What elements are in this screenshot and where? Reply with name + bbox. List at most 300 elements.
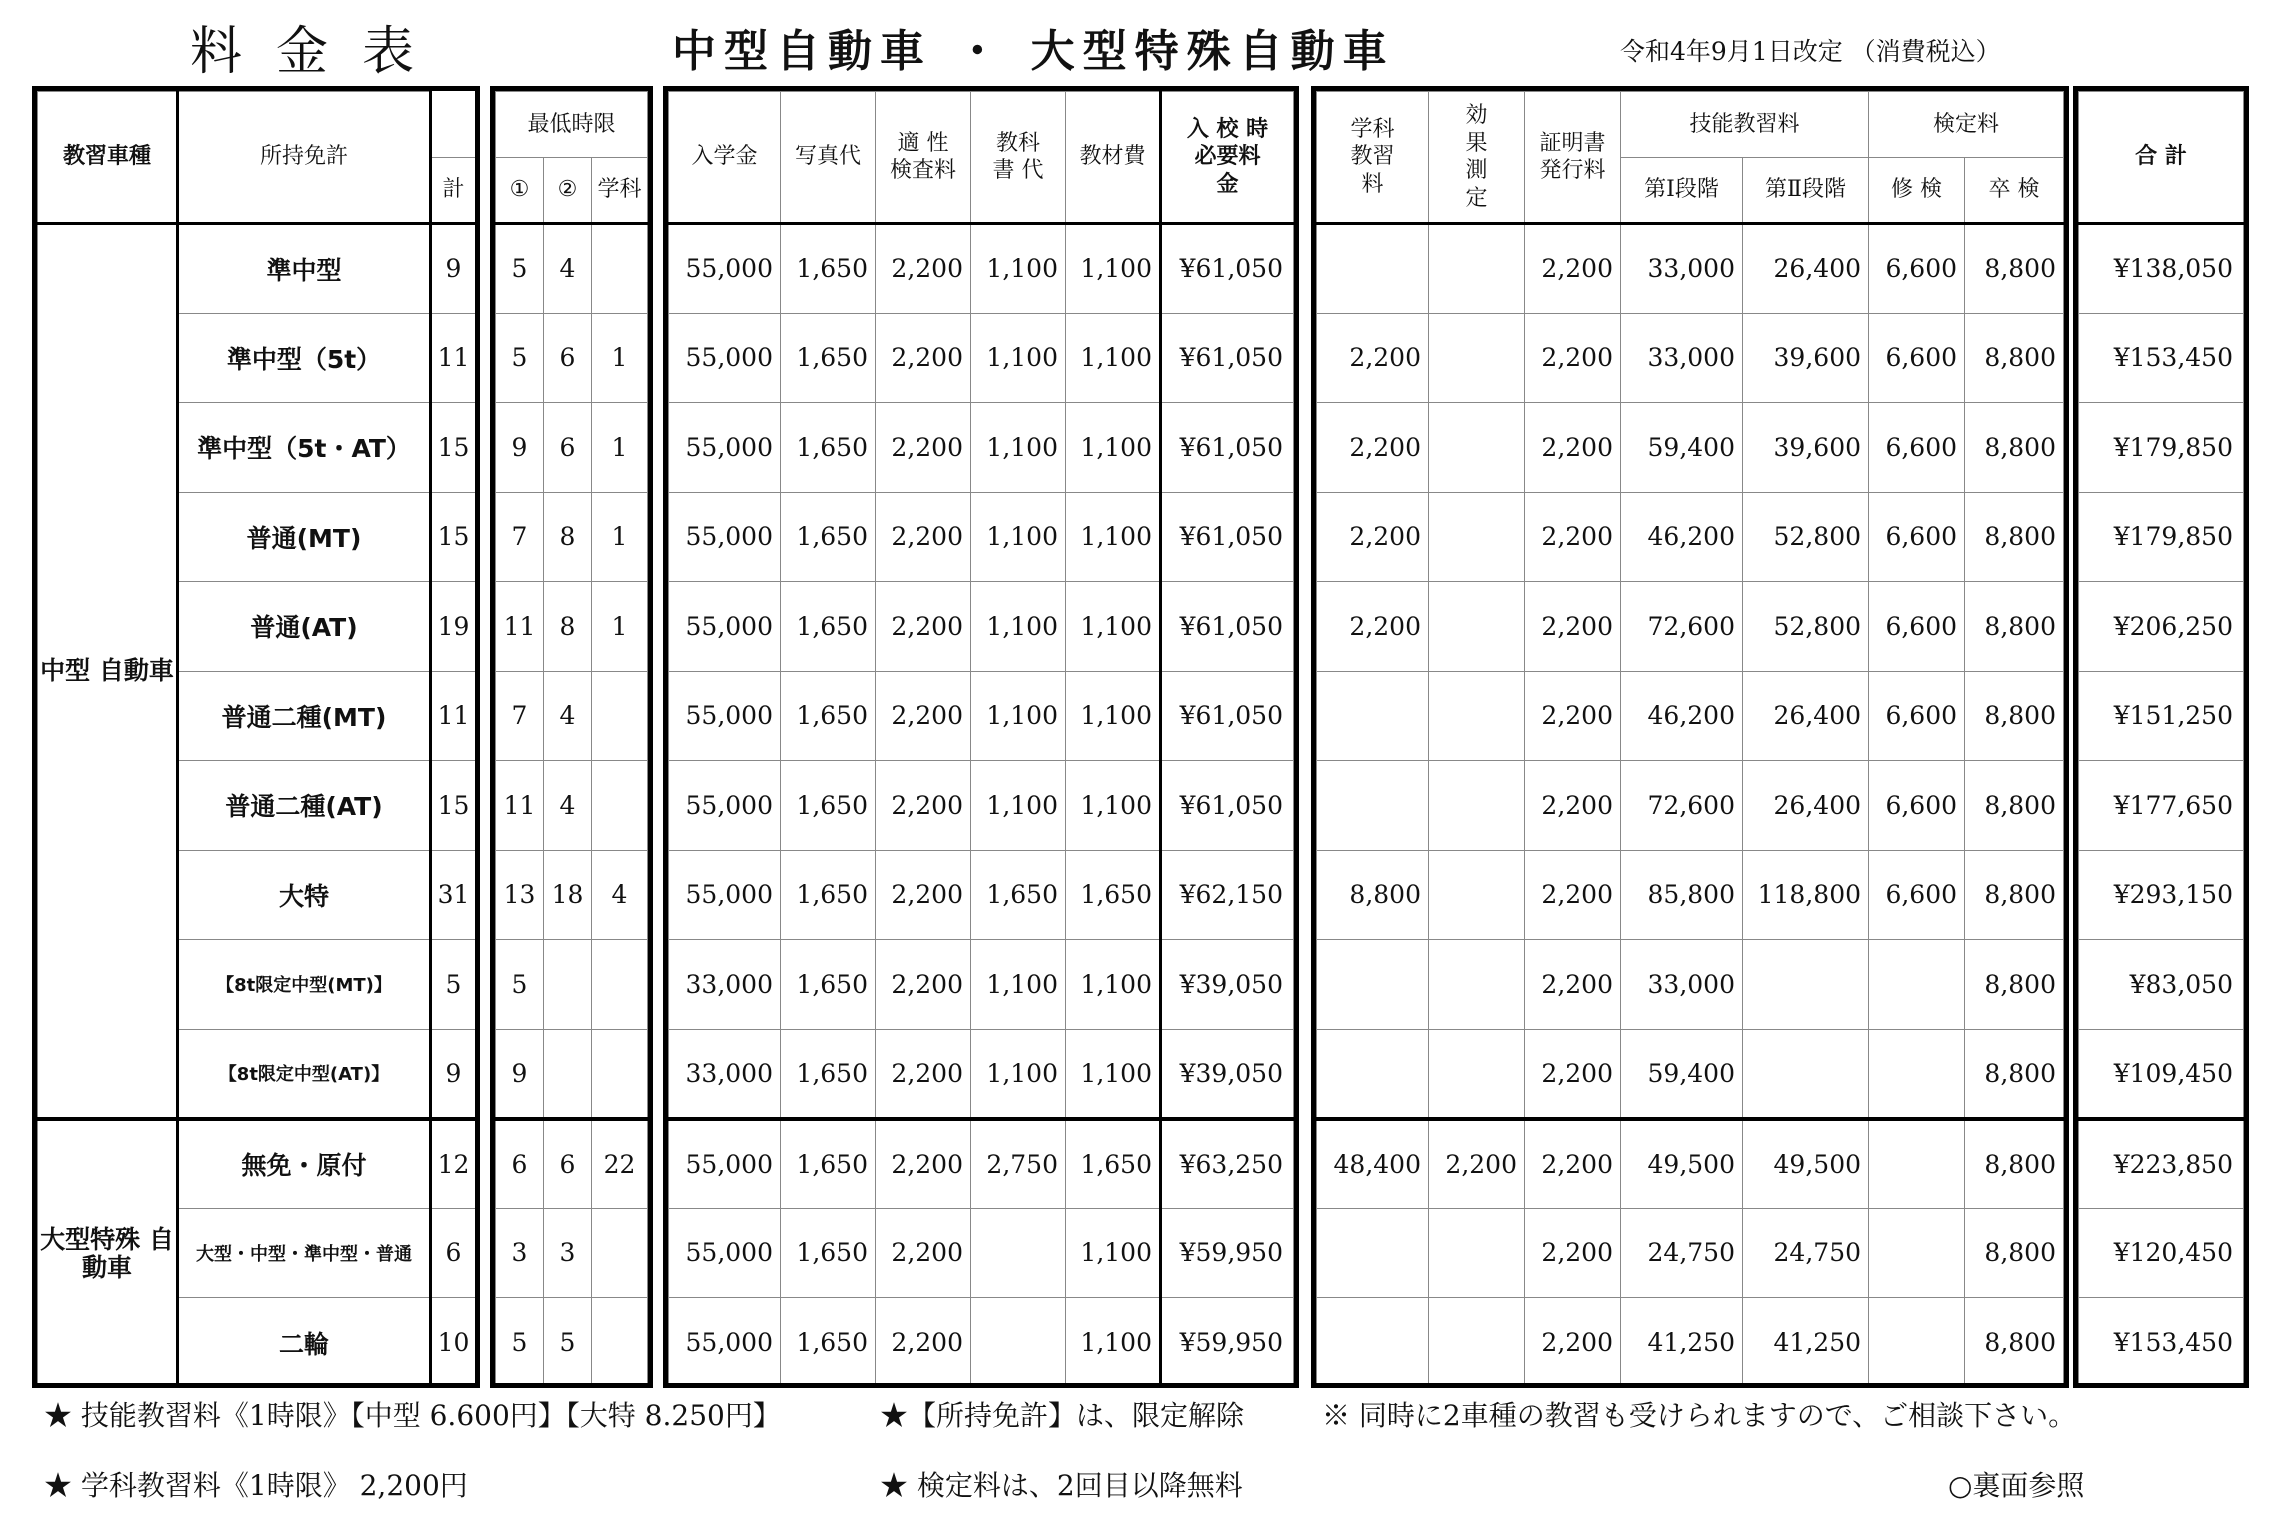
- materials-cell: 1,650: [1066, 1119, 1161, 1209]
- effect-test-cell: [1429, 1029, 1525, 1119]
- entry-fee-cell: ¥61,050: [1161, 224, 1294, 314]
- license-table: [37, 91, 476, 1387]
- table-row: [669, 850, 1294, 940]
- table-row: [496, 1029, 648, 1119]
- aptitude-cell: 2,200: [876, 492, 971, 582]
- materials-cell: 1,100: [1066, 940, 1161, 1030]
- entry-fee-cell: ¥63,250: [1161, 1119, 1294, 1209]
- photo-cell: 1,650: [781, 1119, 876, 1209]
- exam-sotsuken-cell: 8,800: [1965, 1208, 2064, 1298]
- grand-total-cell: ¥179,850: [2079, 403, 2244, 493]
- stage1-cell: 9: [496, 1029, 544, 1119]
- stage1-cell: 11: [496, 582, 544, 672]
- admission-cell: 55,000: [669, 1119, 781, 1209]
- grand-total-cell: ¥109,450: [2079, 1029, 2244, 1119]
- col-stage1: ①: [496, 158, 544, 224]
- skill-stage2-cell: 26,400: [1743, 761, 1869, 851]
- total-table: [2078, 91, 2244, 1387]
- table-row: [38, 1119, 476, 1209]
- stage1-cell: 7: [496, 671, 544, 761]
- license-cell: 大特: [178, 850, 431, 940]
- note-skill-fee: ★ 技能教習料《1時限》【中型 6.600円】【大特 8.250円】: [44, 1399, 781, 1432]
- aptitude-cell: 2,200: [876, 582, 971, 672]
- stage1-cell: 5: [496, 313, 544, 403]
- skill-stage2-cell: 52,800: [1743, 492, 1869, 582]
- table-row: [2079, 403, 2244, 493]
- skill-stage1-cell: 59,400: [1621, 403, 1743, 493]
- license-cell: 準中型（5t）: [178, 313, 431, 403]
- table-row: [496, 761, 648, 851]
- exam-shuken-cell: 6,600: [1869, 671, 1965, 761]
- certificate-cell: 2,200: [1525, 1298, 1621, 1388]
- certificate-cell: 2,200: [1525, 403, 1621, 493]
- exam-sotsuken-cell: 8,800: [1965, 1119, 2064, 1209]
- col-total: 合 計: [2079, 92, 2244, 224]
- textbook-cell: [971, 1208, 1066, 1298]
- table-row: [2079, 1298, 2244, 1388]
- entry-fee-cell: ¥59,950: [1161, 1298, 1294, 1388]
- entry-fee-cell: ¥61,050: [1161, 403, 1294, 493]
- table-row: [1317, 492, 2064, 582]
- materials-cell: 1,100: [1066, 761, 1161, 851]
- col-skill-stage2: 第Ⅱ段階: [1743, 158, 1869, 224]
- aptitude-cell: 2,200: [876, 850, 971, 940]
- table-row: [2079, 1029, 2244, 1119]
- table-row: [496, 313, 648, 403]
- skill-stage1-cell: 24,750: [1621, 1208, 1743, 1298]
- col-photo: 写真代: [781, 92, 876, 224]
- materials-cell: 1,100: [1066, 1029, 1161, 1119]
- admission-cell: 55,000: [669, 313, 781, 403]
- materials-cell: 1,100: [1066, 403, 1161, 493]
- certificate-cell: 2,200: [1525, 1119, 1621, 1209]
- textbook-cell: 1,100: [971, 403, 1066, 493]
- stage2-cell: 8: [544, 582, 592, 672]
- exam-shuken-cell: 6,600: [1869, 224, 1965, 314]
- materials-cell: 1,100: [1066, 492, 1161, 582]
- table-row: [2079, 671, 2244, 761]
- academic-periods-cell: [592, 761, 648, 851]
- certificate-cell: 2,200: [1525, 582, 1621, 672]
- academic-fee-cell: 2,200: [1317, 403, 1429, 493]
- academic-periods-cell: [592, 940, 648, 1030]
- academic-periods-cell: [592, 671, 648, 761]
- table-row: [2079, 940, 2244, 1030]
- license-cell: 大型・中型・準中型・普通: [178, 1208, 431, 1298]
- total-block: [2073, 86, 2249, 1388]
- skill-stage1-cell: 49,500: [1621, 1119, 1743, 1209]
- table-row: [2079, 313, 2244, 403]
- total-periods-cell: 19: [431, 582, 476, 672]
- exam-sotsuken-cell: 8,800: [1965, 1029, 2064, 1119]
- car-type-cell: 大型特殊 自動車: [38, 1119, 178, 1388]
- total-periods-cell: 6: [431, 1208, 476, 1298]
- skill-stage1-cell: 59,400: [1621, 1029, 1743, 1119]
- skill-stage1-cell: 85,800: [1621, 850, 1743, 940]
- total-periods-cell: 15: [431, 403, 476, 493]
- academic-periods-cell: 22: [592, 1119, 648, 1209]
- license-cell: 普通(MT): [178, 492, 431, 582]
- admission-cell: 55,000: [669, 1208, 781, 1298]
- aptitude-cell: 2,200: [876, 403, 971, 493]
- admission-cell: 55,000: [669, 850, 781, 940]
- exam-shuken-cell: [1869, 1208, 1965, 1298]
- grand-total-cell: ¥223,850: [2079, 1119, 2244, 1209]
- table-row: [496, 1208, 648, 1298]
- col-stage2: ②: [544, 158, 592, 224]
- textbook-cell: 1,100: [971, 671, 1066, 761]
- col-skill-stage1: 第Ⅰ段階: [1621, 158, 1743, 224]
- table-row: [1317, 1298, 2064, 1388]
- col-academic-fee: 学科 教習料: [1317, 92, 1429, 224]
- stage1-cell: 5: [496, 224, 544, 314]
- course-fee-table: [1316, 91, 2064, 1387]
- table-row: [669, 224, 1294, 314]
- skill-stage2-cell: [1743, 940, 1869, 1030]
- admission-cell: 55,000: [669, 1298, 781, 1388]
- admission-cell: 33,000: [669, 940, 781, 1030]
- effect-test-cell: [1429, 403, 1525, 493]
- total-periods-cell: 15: [431, 761, 476, 851]
- note-see-back: ○裏面参照: [1948, 1469, 2085, 1502]
- total-periods-cell: 11: [431, 313, 476, 403]
- grand-total-cell: ¥120,450: [2079, 1208, 2244, 1298]
- admission-cell: 55,000: [669, 492, 781, 582]
- photo-cell: 1,650: [781, 671, 876, 761]
- table-row: [669, 940, 1294, 1030]
- skill-stage1-cell: 41,250: [1621, 1298, 1743, 1388]
- skill-stage1-cell: 33,000: [1621, 224, 1743, 314]
- skill-stage2-cell: [1743, 1029, 1869, 1119]
- table-row: [496, 403, 648, 493]
- total-periods-cell: 11: [431, 671, 476, 761]
- aptitude-cell: 2,200: [876, 313, 971, 403]
- exam-shuken-cell: [1869, 1298, 1965, 1388]
- effect-test-cell: 2,200: [1429, 1119, 1525, 1209]
- table-row: [1317, 582, 2064, 672]
- effect-test-cell: [1429, 940, 1525, 1030]
- entry-fee-cell: ¥39,050: [1161, 1029, 1294, 1119]
- academic-periods-cell: 1: [592, 492, 648, 582]
- textbook-cell: [971, 1298, 1066, 1388]
- certificate-cell: 2,200: [1525, 671, 1621, 761]
- col-effect-test: 効果 測定: [1429, 92, 1525, 224]
- total-periods-cell: 5: [431, 940, 476, 1030]
- note-exam-fee: ★ 検定料は、2回目以降無料: [880, 1469, 1243, 1502]
- academic-fee-cell: 8,800: [1317, 850, 1429, 940]
- license-cell: 二輪: [178, 1298, 431, 1388]
- academic-fee-cell: [1317, 1029, 1429, 1119]
- license-cell: 普通二種(AT): [178, 761, 431, 851]
- textbook-cell: 1,100: [971, 1029, 1066, 1119]
- skill-stage1-cell: 72,600: [1621, 761, 1743, 851]
- photo-cell: 1,650: [781, 1298, 876, 1388]
- skill-stage2-cell: 26,400: [1743, 224, 1869, 314]
- col-academic: 学科: [592, 158, 648, 224]
- grand-total-cell: ¥153,450: [2079, 313, 2244, 403]
- col-skill-fee: 技能教習料: [1621, 92, 1869, 158]
- aptitude-cell: 2,200: [876, 224, 971, 314]
- exam-shuken-cell: 6,600: [1869, 850, 1965, 940]
- stage2-cell: [544, 940, 592, 1030]
- total-periods-cell: 9: [431, 1029, 476, 1119]
- note-license: ★【所持免許】は、限定解除: [880, 1399, 1245, 1432]
- table-row: [669, 582, 1294, 672]
- academic-periods-cell: 1: [592, 582, 648, 672]
- exam-sotsuken-cell: 8,800: [1965, 940, 2064, 1030]
- textbook-cell: 1,650: [971, 850, 1066, 940]
- entry-fee-table: [668, 91, 1294, 1387]
- skill-stage1-cell: 72,600: [1621, 582, 1743, 672]
- table-row: [2079, 492, 2244, 582]
- table-row: [2079, 582, 2244, 672]
- table-row: [2079, 1119, 2244, 1209]
- effect-test-cell: [1429, 1208, 1525, 1298]
- license-cell: 普通二種(MT): [178, 671, 431, 761]
- table-row: [496, 1119, 648, 1209]
- stage1-cell: 11: [496, 761, 544, 851]
- grand-total-cell: ¥177,650: [2079, 761, 2244, 851]
- stage2-cell: 4: [544, 224, 592, 314]
- grand-total-cell: ¥151,250: [2079, 671, 2244, 761]
- certificate-cell: 2,200: [1525, 1029, 1621, 1119]
- aptitude-cell: 2,200: [876, 1208, 971, 1298]
- stage2-cell: 4: [544, 671, 592, 761]
- col-car-type: 教習車種: [38, 92, 178, 224]
- col-certificate: 証明書 発行料: [1525, 92, 1621, 224]
- grand-total-cell: ¥293,150: [2079, 850, 2244, 940]
- table-row: [1317, 1119, 2064, 1209]
- stage1-cell: 3: [496, 1208, 544, 1298]
- license-cell: 【8t限定中型(MT)】: [178, 940, 431, 1030]
- table-row: [38, 224, 476, 314]
- grand-total-cell: ¥83,050: [2079, 940, 2244, 1030]
- table-row: [669, 403, 1294, 493]
- license-block: [32, 86, 480, 1388]
- blank-cell: [431, 92, 476, 158]
- page-title: 料金表: [190, 22, 449, 82]
- effect-test-cell: [1429, 313, 1525, 403]
- photo-cell: 1,650: [781, 582, 876, 672]
- stage2-cell: 6: [544, 1119, 592, 1209]
- academic-fee-cell: [1317, 1208, 1429, 1298]
- academic-periods-cell: 4: [592, 850, 648, 940]
- stage2-cell: 5: [544, 1298, 592, 1388]
- photo-cell: 1,650: [781, 940, 876, 1030]
- total-periods-cell: 31: [431, 850, 476, 940]
- skill-stage1-cell: 33,000: [1621, 313, 1743, 403]
- exam-sotsuken-cell: 8,800: [1965, 671, 2064, 761]
- table-row: [496, 1298, 648, 1388]
- skill-stage2-cell: 41,250: [1743, 1298, 1869, 1388]
- table-row: [496, 492, 648, 582]
- exam-shuken-cell: 6,600: [1869, 761, 1965, 851]
- grand-total-cell: ¥206,250: [2079, 582, 2244, 672]
- photo-cell: 1,650: [781, 492, 876, 582]
- col-aptitude: 適 性 検査料: [876, 92, 971, 224]
- table-row: [496, 671, 648, 761]
- table-row: [669, 1298, 1294, 1388]
- total-periods-cell: 9: [431, 224, 476, 314]
- academic-fee-cell: [1317, 940, 1429, 1030]
- photo-cell: 1,650: [781, 761, 876, 851]
- grand-total-cell: ¥138,050: [2079, 224, 2244, 314]
- skill-stage1-cell: 46,200: [1621, 492, 1743, 582]
- materials-cell: 1,100: [1066, 582, 1161, 672]
- textbook-cell: 1,100: [971, 940, 1066, 1030]
- col-textbook: 教科書 代: [971, 92, 1066, 224]
- exam-shuken-cell: 6,600: [1869, 492, 1965, 582]
- admission-cell: 55,000: [669, 582, 781, 672]
- table-row: [669, 1119, 1294, 1209]
- certificate-cell: 2,200: [1525, 850, 1621, 940]
- materials-cell: 1,650: [1066, 850, 1161, 940]
- certificate-cell: 2,200: [1525, 492, 1621, 582]
- effect-test-cell: [1429, 582, 1525, 672]
- exam-shuken-cell: [1869, 1029, 1965, 1119]
- table-row: [496, 582, 648, 672]
- table-row: [1317, 761, 2064, 851]
- table-row: [669, 1029, 1294, 1119]
- col-exam-fee: 検定料: [1869, 92, 2064, 158]
- entry-fee-cell: ¥61,050: [1161, 761, 1294, 851]
- table-row: [669, 313, 1294, 403]
- table-row: [1317, 850, 2064, 940]
- total-periods-cell: 10: [431, 1298, 476, 1388]
- page-subtitle: 中型自動車 ・ 大型特殊自動車: [672, 26, 1395, 77]
- academic-periods-cell: 1: [592, 403, 648, 493]
- col-entry-fee: 入 校 時 必要料金: [1161, 92, 1294, 224]
- exam-sotsuken-cell: 8,800: [1965, 1298, 2064, 1388]
- exam-shuken-cell: [1869, 940, 1965, 1030]
- academic-fee-cell: [1317, 671, 1429, 761]
- textbook-cell: 1,100: [971, 492, 1066, 582]
- skill-stage2-cell: 39,600: [1743, 403, 1869, 493]
- stage2-cell: 8: [544, 492, 592, 582]
- academic-periods-cell: 1: [592, 313, 648, 403]
- note-academic-fee: ★ 学科教習料《1時限》 2,200円: [44, 1469, 468, 1502]
- table-row: [1317, 671, 2064, 761]
- academic-fee-cell: [1317, 224, 1429, 314]
- academic-fee-cell: 2,200: [1317, 492, 1429, 582]
- license-cell: 準中型: [178, 224, 431, 314]
- exam-shuken-cell: 6,600: [1869, 403, 1965, 493]
- exam-sotsuken-cell: 8,800: [1965, 850, 2064, 940]
- entry-fee-cell: ¥62,150: [1161, 850, 1294, 940]
- car-type-cell: 中型 自動車: [38, 224, 178, 1119]
- effect-test-cell: [1429, 1298, 1525, 1388]
- certificate-cell: 2,200: [1525, 313, 1621, 403]
- table-row: [1317, 224, 2064, 314]
- entry-fee-cell: ¥61,050: [1161, 492, 1294, 582]
- table-row: [1317, 313, 2064, 403]
- academic-fee-cell: [1317, 1298, 1429, 1388]
- stage2-cell: [544, 1029, 592, 1119]
- skill-stage2-cell: 52,800: [1743, 582, 1869, 672]
- exam-sotsuken-cell: 8,800: [1965, 761, 2064, 851]
- min-periods-table: [495, 91, 648, 1387]
- min-periods-block: [490, 86, 653, 1388]
- certificate-cell: 2,200: [1525, 940, 1621, 1030]
- entry-fee-cell: ¥61,050: [1161, 671, 1294, 761]
- table-row: [669, 1208, 1294, 1298]
- admission-cell: 55,000: [669, 671, 781, 761]
- admission-cell: 55,000: [669, 224, 781, 314]
- note-two-types: ※ 同時に2車種の教習も受けられますので、ご相談下さい。: [1322, 1399, 2077, 1432]
- academic-fee-cell: 2,200: [1317, 582, 1429, 672]
- effect-test-cell: [1429, 761, 1525, 851]
- table-row: [2079, 761, 2244, 851]
- stage2-cell: 4: [544, 761, 592, 851]
- admission-cell: 55,000: [669, 403, 781, 493]
- grand-total-cell: ¥153,450: [2079, 1298, 2244, 1388]
- exam-sotsuken-cell: 8,800: [1965, 313, 2064, 403]
- photo-cell: 1,650: [781, 313, 876, 403]
- exam-sotsuken-cell: 8,800: [1965, 492, 2064, 582]
- exam-shuken-cell: [1869, 1119, 1965, 1209]
- revision-note: 令和4年9月1日改定 （消費税込）: [1620, 37, 2001, 66]
- aptitude-cell: 2,200: [876, 671, 971, 761]
- stage2-cell: 6: [544, 313, 592, 403]
- stage1-cell: 5: [496, 1298, 544, 1388]
- textbook-cell: 1,100: [971, 761, 1066, 851]
- aptitude-cell: 2,200: [876, 1119, 971, 1209]
- certificate-cell: 2,200: [1525, 1208, 1621, 1298]
- textbook-cell: 1,100: [971, 224, 1066, 314]
- license-cell: 普通(AT): [178, 582, 431, 672]
- col-exam-shuken: 修 検: [1869, 158, 1965, 224]
- stage2-cell: 3: [544, 1208, 592, 1298]
- stage1-cell: 5: [496, 940, 544, 1030]
- skill-stage2-cell: 39,600: [1743, 313, 1869, 403]
- certificate-cell: 2,200: [1525, 224, 1621, 314]
- stage1-cell: 6: [496, 1119, 544, 1209]
- table-row: [1317, 940, 2064, 1030]
- effect-test-cell: [1429, 850, 1525, 940]
- materials-cell: 1,100: [1066, 671, 1161, 761]
- table-row: [496, 224, 648, 314]
- table-row: [2079, 224, 2244, 314]
- academic-fee-cell: 48,400: [1317, 1119, 1429, 1209]
- table-row: [669, 761, 1294, 851]
- col-admission: 入学金: [669, 92, 781, 224]
- academic-periods-cell: [592, 1029, 648, 1119]
- textbook-cell: 1,100: [971, 313, 1066, 403]
- table-row: [496, 940, 648, 1030]
- license-cell: 無免・原付: [178, 1119, 431, 1209]
- stage1-cell: 7: [496, 492, 544, 582]
- photo-cell: 1,650: [781, 224, 876, 314]
- grand-total-cell: ¥179,850: [2079, 492, 2244, 582]
- table-row: [669, 671, 1294, 761]
- photo-cell: 1,650: [781, 403, 876, 493]
- skill-stage2-cell: 49,500: [1743, 1119, 1869, 1209]
- photo-cell: 1,650: [781, 1029, 876, 1119]
- materials-cell: 1,100: [1066, 224, 1161, 314]
- exam-sotsuken-cell: 8,800: [1965, 403, 2064, 493]
- certificate-cell: 2,200: [1525, 761, 1621, 851]
- skill-stage2-cell: 26,400: [1743, 671, 1869, 761]
- skill-stage1-cell: 46,200: [1621, 671, 1743, 761]
- aptitude-cell: 2,200: [876, 940, 971, 1030]
- col-exam-sotsuken: 卒 検: [1965, 158, 2064, 224]
- stage1-cell: 9: [496, 403, 544, 493]
- skill-stage2-cell: 118,800: [1743, 850, 1869, 940]
- stage2-cell: 6: [544, 403, 592, 493]
- skill-stage2-cell: 24,750: [1743, 1208, 1869, 1298]
- table-row: [1317, 1029, 2064, 1119]
- stage1-cell: 13: [496, 850, 544, 940]
